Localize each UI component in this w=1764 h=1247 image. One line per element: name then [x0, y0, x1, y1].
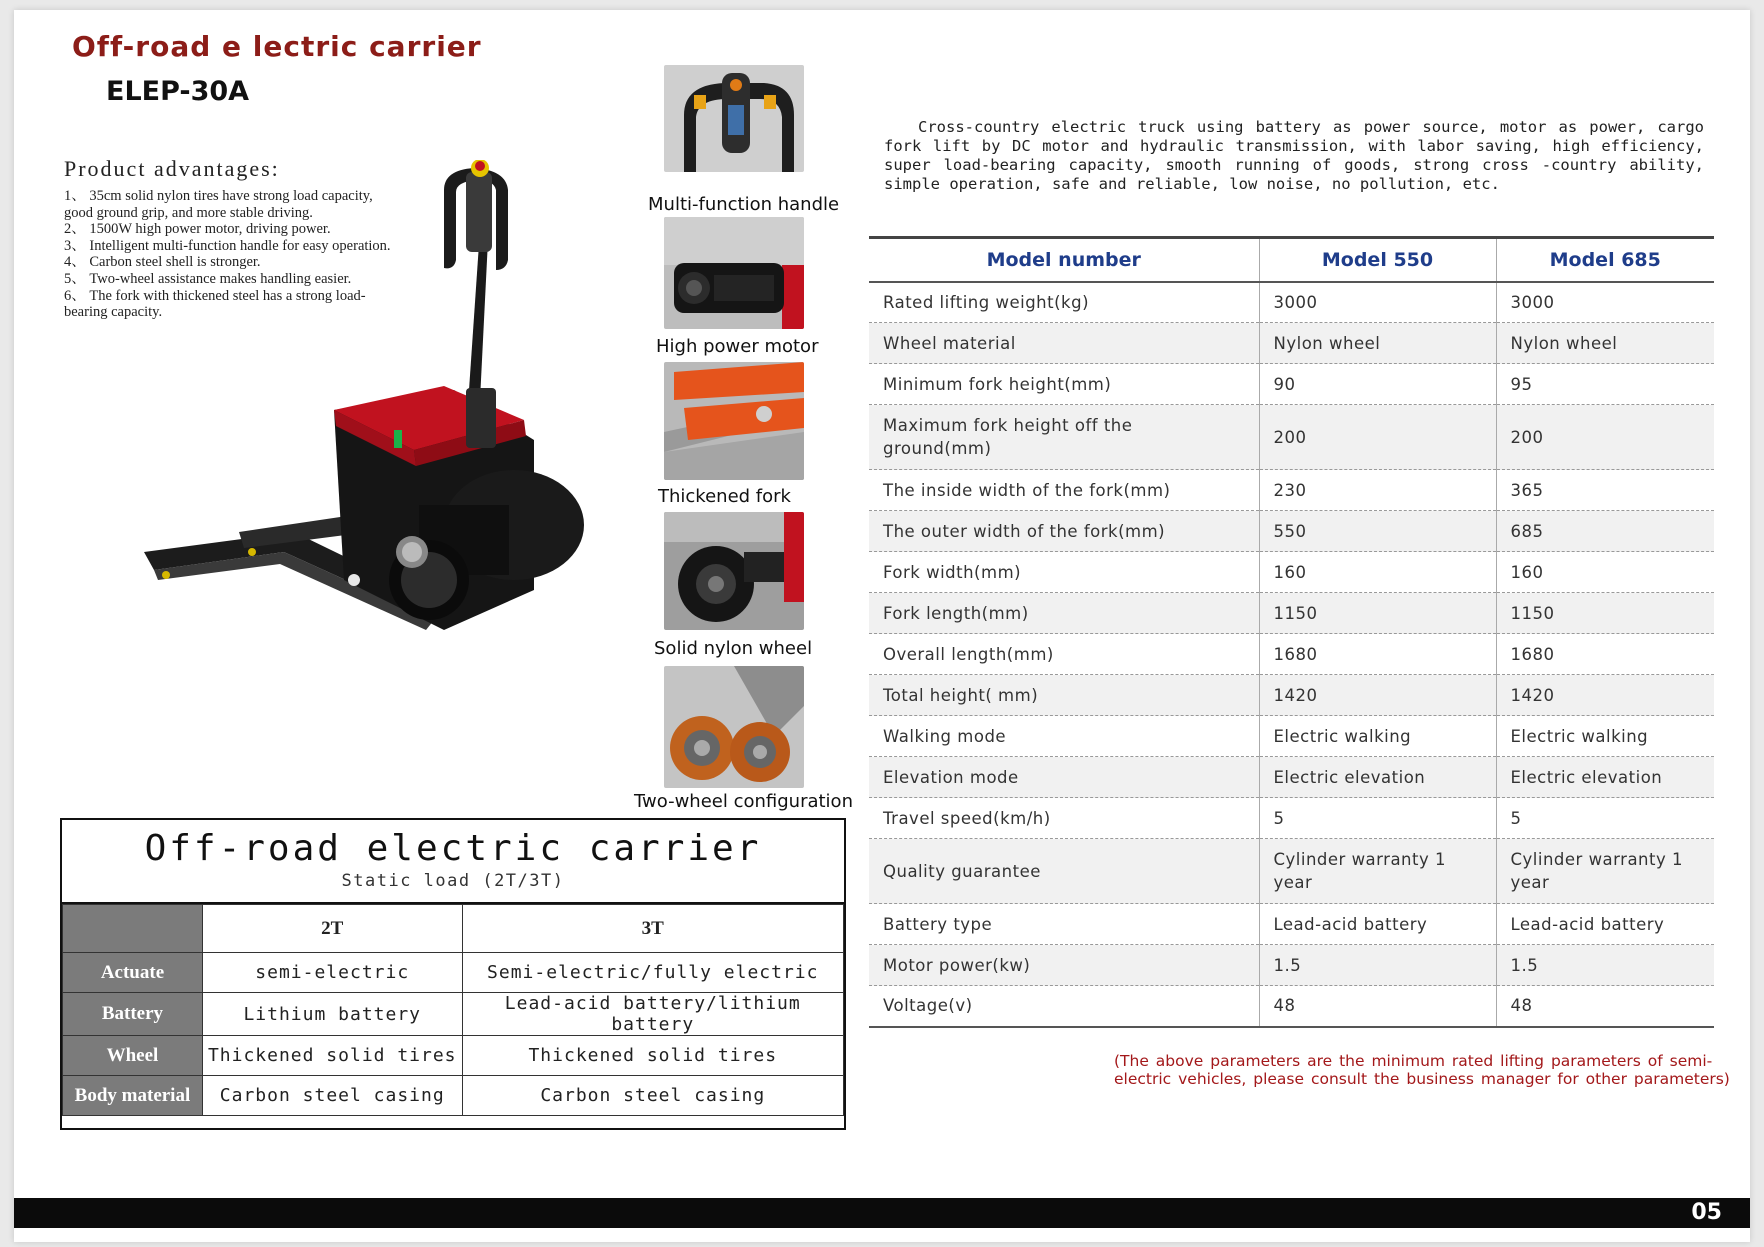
spec-value: 365	[1496, 470, 1714, 511]
comparison-title: Off-road electric carrier	[144, 828, 762, 869]
spec-value: Electric walking	[1496, 716, 1714, 757]
spec-value: Cylinder warranty 1 year	[1496, 839, 1714, 904]
spec-value: Electric elevation	[1496, 757, 1714, 798]
comparison-grid	[62, 904, 844, 1116]
spec-value: 95	[1496, 364, 1714, 405]
cell: semi-electric	[202, 953, 462, 993]
spec-label: Elevation mode	[869, 757, 1259, 798]
comparison-table	[60, 818, 846, 1130]
spec-value: 1150	[1496, 593, 1714, 634]
feature-caption: Multi-function handle	[648, 194, 840, 215]
spec-value: 48	[1259, 986, 1496, 1027]
spec-header-row	[869, 238, 1714, 282]
advantage-item: 6、 The fork with thickened steel has a strong load-bearing capacity.	[64, 287, 366, 321]
spec-row	[869, 757, 1714, 798]
spec-label: The inside width of the fork(mm)	[869, 470, 1259, 511]
comparison-row	[63, 993, 844, 1036]
spec-row	[869, 675, 1714, 716]
spec-row	[869, 798, 1714, 839]
spec-row	[869, 511, 1714, 552]
comparison-row	[63, 953, 844, 993]
spec-label: Battery type	[869, 904, 1259, 945]
spec-value: Electric elevation	[1259, 757, 1496, 798]
spec-value: Nylon wheel	[1259, 323, 1496, 364]
handle-photo-icon	[664, 65, 804, 172]
cell: Thickened solid tires	[202, 1036, 462, 1076]
footer-bar	[14, 1198, 1750, 1228]
spec-value: 1.5	[1259, 945, 1496, 986]
spec-value: Lead-acid battery	[1259, 904, 1496, 945]
spec-value: 3000	[1259, 282, 1496, 323]
spec-row	[869, 986, 1714, 1027]
advantage-item: 3、 Intelligent multi-function handle for easy operation.	[64, 237, 391, 254]
spec-label: Overall length(mm)	[869, 634, 1259, 675]
spec-value: 685	[1496, 511, 1714, 552]
motor-photo-icon	[664, 217, 804, 329]
advantage-item: 5、 Two-wheel assistance makes handling easier.	[64, 270, 352, 287]
comparison-row	[63, 1076, 844, 1116]
row-label: Actuate	[63, 953, 203, 993]
cell: Lithium battery	[202, 993, 462, 1036]
advantage-item: 1、 35cm solid nylon tires have strong load capacity, good ground grip, and more stable driving.	[64, 188, 373, 221]
comparison-header	[62, 820, 844, 904]
spec-value: Lead-acid battery	[1496, 904, 1714, 945]
catalog-page	[14, 10, 1750, 1242]
spec-label: Voltage(v)	[869, 986, 1259, 1027]
spec-body	[869, 282, 1714, 1027]
spec-label: Wheel material	[869, 323, 1259, 364]
spec-row	[869, 593, 1714, 634]
pallet-truck-image	[144, 160, 614, 720]
spec-value: 48	[1496, 986, 1714, 1027]
spec-value: 90	[1259, 364, 1496, 405]
cell: Lead-acid battery/lithium battery	[462, 993, 843, 1036]
spec-row	[869, 552, 1714, 593]
spec-row	[869, 716, 1714, 757]
cell: Carbon steel casing	[462, 1076, 843, 1116]
spec-label: The outer width of the fork(mm)	[869, 511, 1259, 552]
cell: Semi-electric/fully electric	[462, 953, 843, 993]
parameter-note: (The above parameters are the minimum rated lifting parameters of semi-electric vehicles, please consult the business manager for other parameters)	[1114, 1052, 1730, 1088]
spec-row	[869, 282, 1714, 323]
spec-value: Cylinder warranty 1 year	[1259, 839, 1496, 904]
row-label: Wheel	[63, 1036, 203, 1076]
comparison-subtitle: Static load (2T/3T)	[341, 871, 565, 891]
spec-value: Nylon wheel	[1496, 323, 1714, 364]
model-code: ELEP-30A	[106, 76, 250, 107]
page-number: 05	[1691, 1200, 1722, 1225]
spec-value: 160	[1259, 552, 1496, 593]
advantage-item: 4、 Carbon steel shell is stronger.	[64, 254, 261, 271]
spec-value: 160	[1496, 552, 1714, 593]
feature-caption: Two-wheel configuration	[634, 791, 853, 812]
spec-row	[869, 904, 1714, 945]
spec-table	[869, 236, 1714, 1028]
feature-caption: Thickened fork	[658, 486, 791, 507]
spec-row	[869, 364, 1714, 405]
wheel-photo-icon	[664, 512, 804, 630]
feature-caption: Solid nylon wheel	[654, 638, 813, 659]
spec-value: 1420	[1496, 675, 1714, 716]
comparison-row	[63, 1036, 844, 1076]
spec-label: Maximum fork height off the ground(mm)	[869, 405, 1259, 470]
spec-label: Total height( mm)	[869, 675, 1259, 716]
spec-row	[869, 470, 1714, 511]
spec-row	[869, 945, 1714, 986]
spec-value: 1680	[1259, 634, 1496, 675]
spec-label: Walking mode	[869, 716, 1259, 757]
spec-value: 5	[1259, 798, 1496, 839]
spec-value: 3000	[1496, 282, 1714, 323]
feature-caption: High power motor	[656, 336, 819, 357]
spec-label: Travel speed(km/h)	[869, 798, 1259, 839]
comparison-column-row	[63, 905, 844, 953]
fork-photo-icon	[664, 362, 804, 480]
spec-row	[869, 839, 1714, 904]
spec-value: 1420	[1259, 675, 1496, 716]
spec-row	[869, 634, 1714, 675]
column-header: Model 685	[1496, 238, 1714, 282]
cell: Carbon steel casing	[202, 1076, 462, 1116]
spec-label: Fork width(mm)	[869, 552, 1259, 593]
spec-value: 1150	[1259, 593, 1496, 634]
spec-label: Rated lifting weight(kg)	[869, 282, 1259, 323]
twin-wheel-photo-icon	[664, 666, 804, 788]
spec-label: Quality guarantee	[869, 839, 1259, 904]
column-header: Model 550	[1259, 238, 1496, 282]
spec-value: 200	[1496, 405, 1714, 470]
column-header: 3T	[462, 905, 843, 953]
row-label: Body material	[63, 1076, 203, 1116]
row-label: Battery	[63, 993, 203, 1036]
intro-paragraph: Cross-country electric truck using battery as power source, motor as power, cargo fork lift by DC motor and hydraulic transmission, with labor saving, high efficiency, super load-bearing capacity, smooth running of goods, strong cross -country ability, simple operation, safe and reliable, low noise, no pollution, etc.	[884, 118, 1704, 193]
advantages-heading: Product advantages:	[64, 156, 280, 181]
spec-value: Electric walking	[1259, 716, 1496, 757]
spec-value: 5	[1496, 798, 1714, 839]
spec-label: Fork length(mm)	[869, 593, 1259, 634]
page-title: Off-road e lectric carrier	[72, 30, 482, 63]
spec-value: 1.5	[1496, 945, 1714, 986]
column-header: 2T	[202, 905, 462, 953]
spec-label: Motor power(kw)	[869, 945, 1259, 986]
spec-value: 230	[1259, 470, 1496, 511]
spec-row	[869, 323, 1714, 364]
spec-value: 200	[1259, 405, 1496, 470]
spec-value: 1680	[1496, 634, 1714, 675]
cell: Thickened solid tires	[462, 1036, 843, 1076]
advantage-item: 2、 1500W high power motor, driving power.	[64, 221, 331, 238]
spec-value: 550	[1259, 511, 1496, 552]
spec-row	[869, 405, 1714, 470]
corner-cell	[63, 905, 203, 953]
spec-label: Minimum fork height(mm)	[869, 364, 1259, 405]
column-header: Model number	[869, 238, 1259, 282]
